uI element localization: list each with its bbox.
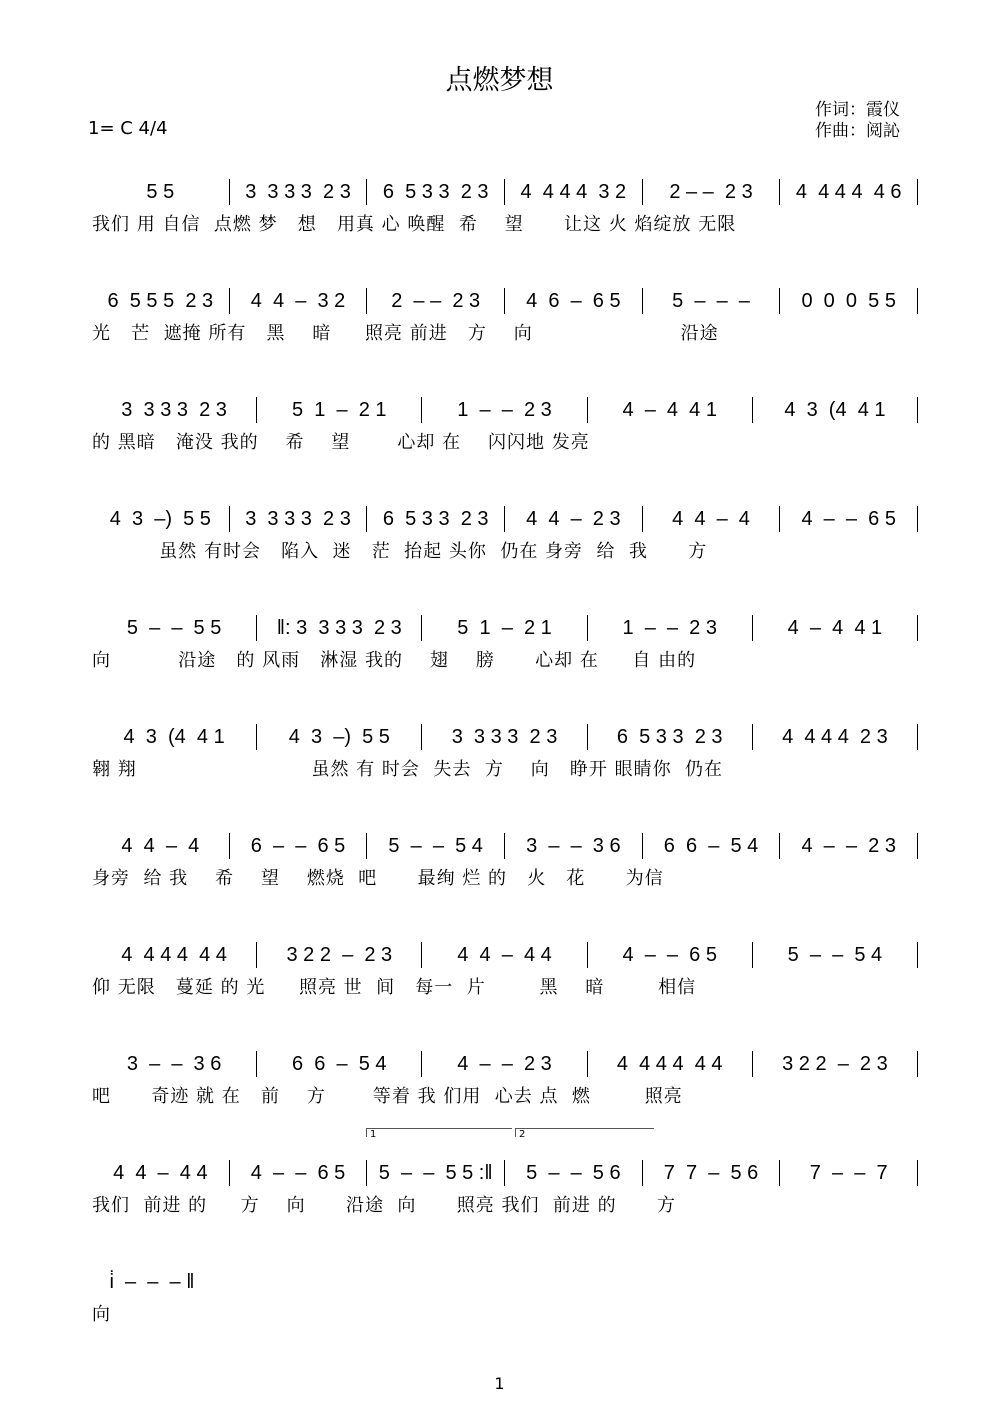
bar-line [917,179,918,205]
measure: 4 4 4 4 3 2 [520,180,627,203]
measure: 5 5 [146,180,175,203]
score-line [92,941,918,999]
measure: 4 – 4 4 1 [622,398,717,421]
lyrics-row: 虽然 有时会 陷入 迷 茫 抬起 头你 仍在 身旁 给 我 方 [92,541,708,562]
lyrics-row: 吧 奇迹 就 在 前 方 等着 我 们用 心去 点 燃 照亮 [92,1086,683,1107]
measure: 4 4 4 4 4 4 [121,943,227,966]
measure: 6 5 3 3 2 3 [382,180,489,203]
measure: 5 1 – 2 1 [457,616,552,639]
measure: 4 – 4 4 1 [787,616,883,639]
measure: 1 – – 2 3 [622,616,717,639]
measure: 4 – – 2 3 [801,834,896,857]
measure: 3 2 2 – 2 3 [782,1052,888,1075]
page-number: 1 [494,1374,505,1393]
measure: 4 4 – 2 3 [526,507,621,530]
bar-line [917,506,918,532]
measure: 4 3 –) 5 5 [109,507,211,530]
score-line [92,1050,918,1108]
measure: 4 4 4 4 4 4 [616,1052,723,1075]
bar-line [917,942,918,968]
bar-line [917,615,918,641]
measure: 4 – – 6 5 [250,1161,346,1184]
measure: 5 – – 5 5 [126,616,222,639]
lyrics-row: 光 芒 遮掩 所有 黑 暗 照亮 前进 方 向 沿途 [92,323,719,344]
measure: 4 – – 6 5 [622,943,717,966]
measure: 6 6 – 5 4 [663,834,759,857]
measure: 4 4 – 4 [672,507,750,530]
score-line [92,1268,212,1326]
song-title: 点燃梦想 [445,65,554,96]
measure: 5 – – 5 6 [526,1161,621,1184]
measure: 3 3 3 3 2 3 [245,507,351,530]
measure: 1 – – 2 3 [457,398,552,421]
lyrics-row: 的 黑暗 淹没 我的 希 望 心却 在 闪闪地 发亮 [92,432,590,453]
measure: 4 – – 2 3 [457,1052,552,1075]
bar-line [917,833,918,859]
lyrics-row: 仰 无限 蔓延 的 光 照亮 世 间 每一 片 黑 暗 相信 [92,977,697,998]
score-line [92,1159,918,1217]
measure: 3 – – 3 6 [526,834,621,857]
lyricist: 作词：霞仪 [815,100,900,120]
measure: 5 1 – 2 1 [292,398,387,421]
notes-row [92,396,918,424]
bar-line [917,724,918,750]
measure: 3 3 3 3 2 3 [121,398,227,421]
measure: 5 – – 5 4 [388,834,483,857]
measure: 3 3 3 3 2 3 [451,725,558,748]
measure: 2 – – 2 3 [669,180,753,203]
bar-line [917,397,918,423]
measure: 3 3 3 3 2 3 [245,180,351,203]
score-line [92,505,918,563]
key-signature: 1= C 4/4 [88,118,168,139]
lyrics-row: 我们 前进 的 方 向 沿途 向 照亮 我们 前进 的 方 [92,1195,676,1216]
bar-line [917,1160,918,1186]
score-line [92,832,918,890]
credits [815,100,900,142]
measure: i̇ – – – ‖ [109,1270,195,1293]
measure: 2 – – 2 3 [391,289,481,312]
notes-row [92,1159,918,1187]
composer: 作曲：阅訫 [815,121,900,141]
measure: 4 3 (4 4 1 [784,398,886,421]
lyrics-row: 翱 翔 虽然 有 时会 失去 方 向 睁开 眼睛你 仍在 [92,759,724,780]
measure: 6 5 5 5 2 3 [107,289,214,312]
measure: 6 5 3 3 2 3 [382,507,489,530]
notes-row [92,505,918,533]
measure: 5 – – 5 5 :‖ [378,1161,493,1184]
volta-first-ending: 1 [366,1128,512,1137]
measure: 6 5 3 3 2 3 [616,725,723,748]
measure: 7 – – 7 [809,1161,888,1184]
measure: 4 4 – 3 2 [250,289,346,312]
measure: 7 7 – 5 6 [663,1161,759,1184]
notes-row [92,941,918,969]
measure: 5 – – 5 4 [787,943,883,966]
score-line [92,723,918,781]
measure: 4 4 4 4 4 6 [795,180,902,203]
measure: 3 2 2 – 2 3 [286,943,393,966]
measure: 5 – – – [672,289,750,312]
lyrics-row: 我们 用 自信 点燃 梦 想 用真 心 唤醒 希 望 让这 火 焰绽放 无限 [92,214,737,235]
measure: 4 4 4 4 2 3 [782,725,888,748]
measure: 6 6 – 5 4 [292,1052,387,1075]
measure: 4 4 – 4 4 [113,1161,208,1184]
measure: ‖: 3 3 3 3 2 3 [276,616,402,639]
score-line [92,287,918,345]
notes-row [92,614,918,642]
notes-row [92,1050,918,1078]
notes-row [92,723,918,751]
bar-line [917,1051,918,1077]
measure: 0 0 0 5 5 [801,289,896,312]
measure: 4 3 –) 5 5 [288,725,390,748]
measure: 4 4 – 4 [121,834,200,857]
measure: 6 – – 6 5 [250,834,346,857]
volta-second-ending: 2 [515,1128,654,1137]
lyrics-row: 向 [92,1304,111,1325]
lyrics-row: 身旁 给 我 希 望 燃烧 吧 最绚 烂 的 火 花 为信 [92,868,664,889]
measure: 4 6 – 6 5 [526,289,621,312]
notes-row [92,1268,212,1296]
measure: 3 – – 3 6 [126,1052,222,1075]
lyrics-row: 向 沿途 的 风雨 淋湿 我的 翅 膀 心却 在 自 由的 [92,650,697,671]
notes-row [92,287,918,315]
measure: 4 – – 6 5 [801,507,896,530]
notes-row [92,832,918,860]
score-line [92,614,918,672]
notes-row [92,178,918,206]
measure: 4 4 – 4 4 [457,943,552,966]
measure: 4 3 (4 4 1 [123,725,225,748]
score-line [92,396,918,454]
bar-line [917,288,918,314]
score-line [92,178,918,236]
